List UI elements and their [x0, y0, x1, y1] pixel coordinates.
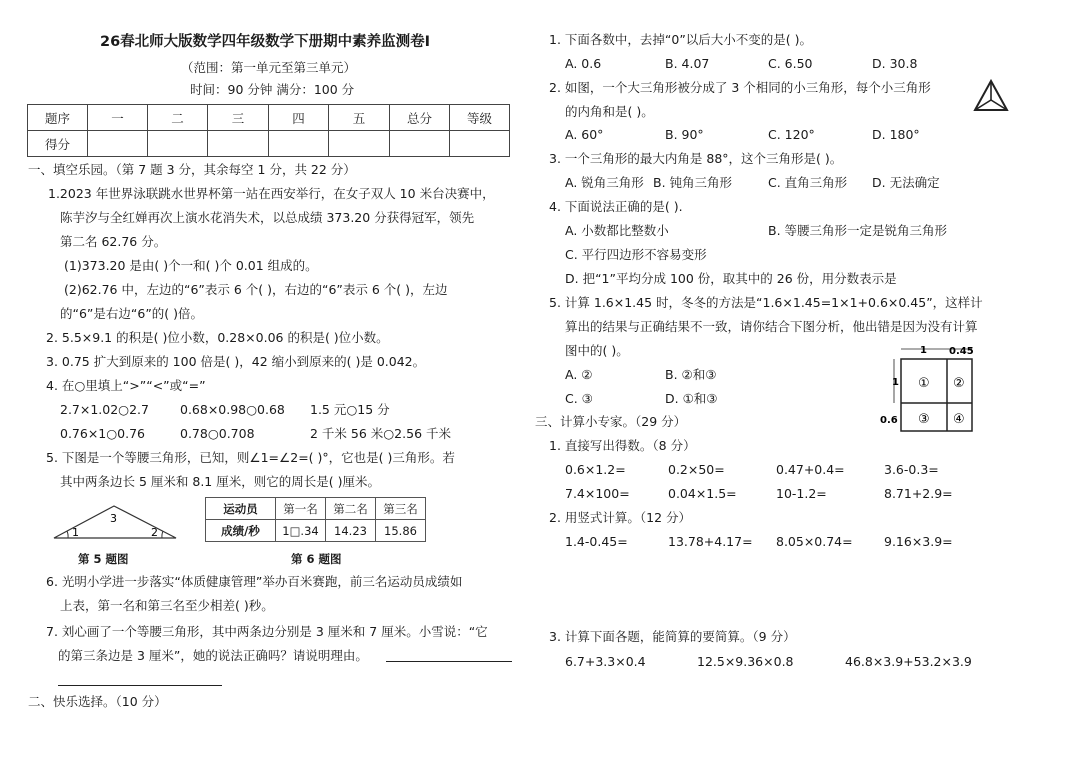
- table-cell: 运动员: [206, 498, 276, 520]
- option: C. ③: [565, 391, 593, 406]
- grid-label: ③: [918, 412, 930, 427]
- grid-label: 0.6: [880, 415, 898, 426]
- calc-item: 0.2×50=: [668, 462, 725, 477]
- option: B. 90°: [665, 127, 704, 142]
- compare-item: 2.7×1.02○2.7: [60, 402, 149, 417]
- section-1-heading: 一、填空乐园。（第 7 题 3 分，其余每空 1 分，共 22 分）: [28, 162, 356, 177]
- question-text: (2)62.76 中，左边的“6”表示 6 个( )，右边的“6”表示 6 个( )，左边: [64, 282, 448, 297]
- question-text: 2. 5.5×9.1 的积是( )位小数，0.28×0.06 的积是( )位小数。: [46, 330, 389, 345]
- score-table-header-row: [28, 105, 510, 131]
- calc-item: 8.71+2.9=: [884, 486, 953, 501]
- score-input-cell[interactable]: [390, 131, 450, 157]
- score-table-score-row: [28, 131, 510, 157]
- score-input-cell[interactable]: [148, 131, 208, 157]
- grid-label: 0.45: [949, 346, 974, 357]
- option: C. 120°: [768, 127, 815, 142]
- calc-item: 6.7+3.3×0.4: [565, 654, 646, 669]
- question-text: 3. 计算下面各题，能简算的要简算。（9 分）: [549, 629, 796, 644]
- option: D. ①和③: [665, 391, 718, 406]
- section-2-heading: 二、快乐选择。（10 分）: [28, 694, 167, 709]
- table-cell: 15.86: [376, 520, 426, 542]
- calc-item: 9.16×3.9=: [884, 534, 953, 549]
- score-input-cell[interactable]: [450, 131, 510, 157]
- question-text: 算出的结果与正确结果不一致，请你结合下图分析，他出错是因为没有计算: [565, 319, 978, 334]
- score-input-cell[interactable]: [269, 131, 329, 157]
- calc-item: 46.8×3.9+53.2×3.9: [845, 654, 972, 669]
- option: D. 把“1”平均分成 100 份，取其中的 26 份，用分数表示是: [565, 271, 897, 286]
- question-text: 1.2023 年世界泳联跳水世界杯第一站在西安举行，在女子双人 10 米台决赛中，: [48, 186, 495, 201]
- exam-range: （范围：第一单元至第三单元）: [181, 60, 357, 75]
- question-text: 4. 下面说法正确的是( ).: [549, 199, 683, 214]
- question-text: 图中的( )。: [565, 343, 629, 358]
- question-text: 2. 如图，一个大三角形被分成了 3 个相同的小三角形，每个小三角形: [549, 80, 931, 95]
- score-table: [27, 104, 510, 157]
- option: A. 0.6: [565, 56, 602, 71]
- question-text: 陈芋汐与全红婵再次上演水花消失术，以总成绩 373.20 分获得冠军，领先: [60, 210, 475, 225]
- option: A. 小数都比整数小: [565, 223, 669, 238]
- calc-item: 7.4×100=: [565, 486, 630, 501]
- answer-line[interactable]: [386, 661, 512, 662]
- question-text: 5. 下图是一个等腰三角形，已知，则∠1=∠2=( )°，它也是( )三角形。若: [46, 450, 455, 465]
- figure-caption: 第 6 题图: [291, 552, 342, 566]
- question-text: 第二名 62.76 分。: [60, 234, 167, 249]
- question-text: 5. 计算 1.6×1.45 时，冬冬的方法是“1.6×1.45=1×1+0.6×0.45”，这样计: [549, 295, 983, 310]
- question-text: 的“6”是右边“6”的( )倍。: [60, 306, 204, 321]
- question-text: 的内角和是( )。: [565, 104, 654, 119]
- compare-item: 0.68×0.98○0.68: [180, 402, 285, 417]
- question-text: 2. 用竖式计算。（12 分）: [549, 510, 692, 525]
- question-text: 的第三条边是 3 厘米”，她的说法正确吗？请说明理由。: [58, 648, 368, 663]
- option: C. 平行四边形不容易变形: [565, 247, 707, 262]
- exam-time: 时间：90 分钟 满分：100 分: [190, 82, 355, 97]
- score-cell: 一: [88, 105, 148, 131]
- section-3-heading: 三、计算小专家。（29 分）: [535, 414, 687, 429]
- triangle-figure: [50, 500, 180, 542]
- angle-label: 3: [110, 512, 117, 525]
- option: B. 4.07: [665, 56, 710, 71]
- score-input-cell[interactable]: [208, 131, 269, 157]
- compare-item: 1.5 元○15 分: [310, 402, 390, 417]
- table-cell: 第三名: [376, 498, 426, 520]
- grid-label: ④: [953, 412, 965, 427]
- table-cell: 第一名: [276, 498, 326, 520]
- option: D. 180°: [872, 127, 920, 142]
- option: D. 30.8: [872, 56, 918, 71]
- option: A. ②: [565, 367, 593, 382]
- question-text: 1. 下面各数中，去掉“0”以后大小不变的是( )。: [549, 32, 813, 47]
- score-cell: 三: [208, 105, 269, 131]
- angle-label: 2: [151, 526, 158, 539]
- calc-item: 10-1.2=: [776, 486, 827, 501]
- option: B. 钝角三角形: [653, 175, 733, 190]
- grid-label: ②: [953, 376, 965, 391]
- score-input-cell[interactable]: [329, 131, 390, 157]
- angle-label: 1: [72, 526, 79, 539]
- score-cell: 五: [329, 105, 390, 131]
- answer-line[interactable]: [58, 685, 222, 686]
- option: A. 锐角三角形: [565, 175, 644, 190]
- compare-item: 2 千米 56 米○2.56 千米: [310, 426, 451, 441]
- option: A. 60°: [565, 127, 604, 142]
- option: B. ②和③: [665, 367, 717, 382]
- question-text: 其中两条边长 5 厘米和 8.1 厘米，则它的周长是( )厘米。: [60, 474, 380, 489]
- calc-item: 0.6×1.2=: [565, 462, 626, 477]
- score-cell: 等级: [450, 105, 510, 131]
- calc-item: 13.78+4.17=: [668, 534, 753, 549]
- option: D. 无法确定: [872, 175, 940, 190]
- calc-item: 1.4-0.45=: [565, 534, 628, 549]
- question-text: 3. 0.75 扩大到原来的 100 倍是( )，42 缩小到原来的( )是 0.042。: [46, 354, 426, 369]
- table-cell: 第二名: [326, 498, 376, 520]
- figure-caption: 第 5 题图: [78, 552, 129, 566]
- question-text: 1. 直接写出得数。（8 分）: [549, 438, 696, 453]
- table-cell: 14.23: [326, 520, 376, 542]
- grid-label: 1: [892, 377, 899, 388]
- question-text: 4. 在○里填上“>”“<”或“=”: [46, 378, 206, 393]
- question-text: 6. 光明小学进一步落实“体质健康管理”举办百米赛跑，前三名运动员成绩如: [46, 574, 463, 589]
- table-row: [206, 520, 426, 542]
- question-text: (1)373.20 是由( )个一和( )个 0.01 组成的。: [64, 258, 318, 273]
- calc-item: 0.04×1.5=: [668, 486, 737, 501]
- calc-item: 0.47+0.4=: [776, 462, 845, 477]
- area-model-figure: [876, 342, 986, 434]
- table-row: [206, 498, 426, 520]
- score-cell: 题序: [28, 105, 88, 131]
- grid-label: 1: [920, 345, 927, 356]
- score-cell: 二: [148, 105, 208, 131]
- score-cell: 总分: [390, 105, 450, 131]
- table-cell: 成绩/秒: [206, 520, 276, 542]
- option: B. 等腰三角形一定是锐角三角形: [768, 223, 948, 238]
- divided-triangle-figure: [972, 78, 1010, 114]
- page-title: 26春北师大版数学四年级数学下册期中素养监测卷Ⅰ: [100, 34, 431, 50]
- question-text: 上表，第一名和第三名至少相差( )秒。: [60, 598, 274, 613]
- calc-item: 12.5×9.36×0.8: [697, 654, 794, 669]
- compare-item: 0.78○0.708: [180, 426, 255, 441]
- calc-item: 3.6-0.3=: [884, 462, 939, 477]
- question-text: 7. 刘心画了一个等腰三角形，其中两条边分别是 3 厘米和 7 厘米。小雪说：“它: [46, 624, 488, 639]
- grid-label: ①: [918, 376, 930, 391]
- calc-item: 8.05×0.74=: [776, 534, 853, 549]
- table-cell: 1□.34: [276, 520, 326, 542]
- race-results-table: [205, 497, 426, 542]
- compare-item: 0.76×1○0.76: [60, 426, 145, 441]
- score-cell: 四: [269, 105, 329, 131]
- question-text: 3. 一个三角形的最大内角是 88°，这个三角形是( )。: [549, 151, 843, 166]
- score-input-cell[interactable]: [88, 131, 148, 157]
- option: C. 直角三角形: [768, 175, 848, 190]
- option: C. 6.50: [768, 56, 813, 71]
- score-cell: 得分: [28, 131, 88, 157]
